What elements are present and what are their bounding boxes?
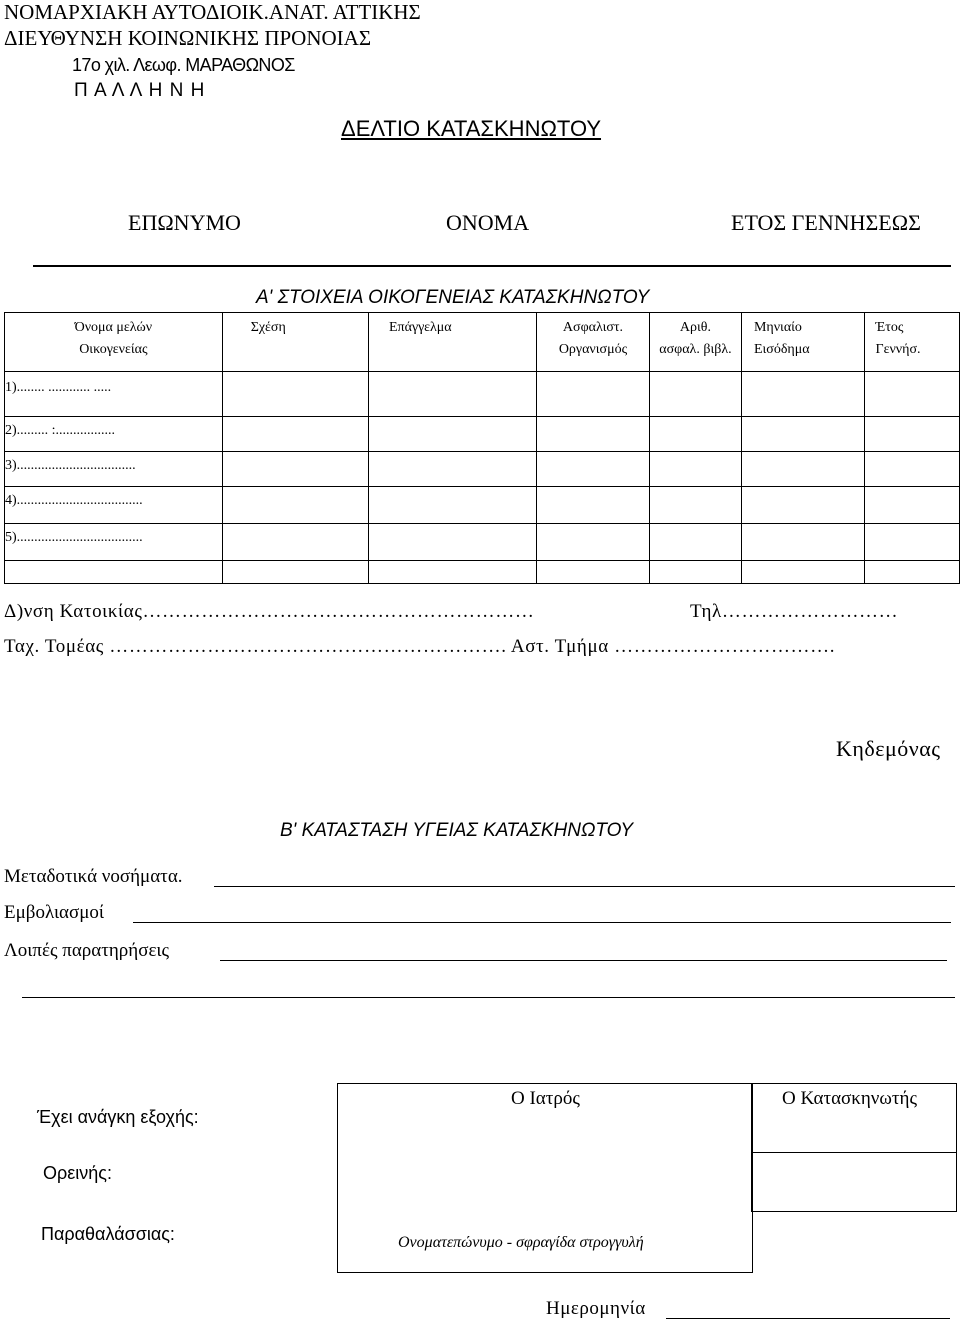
birth-year-label: ΕΤΟΣ ΓΕΝΝΗΣΕΩΣ bbox=[731, 210, 921, 235]
col-profession bbox=[369, 313, 537, 372]
family-cell[interactable] bbox=[222, 452, 368, 487]
family-row-label: 1)........ ............ ..... bbox=[5, 372, 223, 417]
family-cell[interactable] bbox=[741, 487, 865, 524]
family-row[interactable] bbox=[5, 372, 960, 417]
family-row-label: 3).................................. bbox=[5, 452, 223, 487]
col-profession-l1: Επάγγελμα bbox=[389, 320, 452, 335]
family-cell[interactable] bbox=[741, 561, 865, 584]
col-insurance-number-l1: Αριθ. bbox=[679, 320, 711, 335]
family-cell[interactable] bbox=[537, 524, 650, 561]
needs-excursion-label: Έχει ανάγκη εξοχής: bbox=[37, 1107, 199, 1127]
col-members-l2: Οικογενείας bbox=[79, 342, 148, 357]
family-cell[interactable] bbox=[741, 524, 865, 561]
phone-field[interactable]: Τηλ……………………… bbox=[690, 601, 899, 622]
col-members bbox=[5, 313, 223, 372]
family-cell[interactable] bbox=[741, 372, 865, 417]
family-cell[interactable] bbox=[537, 452, 650, 487]
family-cell[interactable] bbox=[865, 561, 960, 584]
family-cell[interactable] bbox=[649, 524, 741, 561]
col-relation-l1: Σχέση bbox=[250, 320, 286, 335]
other-notes-field[interactable] bbox=[220, 960, 947, 961]
col-birth-year-l1: Έτος bbox=[875, 320, 904, 335]
vaccinations-label: Εμβολιασμοί bbox=[4, 902, 105, 923]
col-insurance-l2: Οργανισμός bbox=[558, 342, 628, 357]
family-cell[interactable] bbox=[537, 417, 650, 452]
family-cell[interactable] bbox=[649, 417, 741, 452]
date-field[interactable] bbox=[666, 1318, 950, 1319]
col-relation bbox=[222, 313, 368, 372]
surname-label: ΕΠΩΝΥΜΟ bbox=[128, 210, 241, 235]
family-row[interactable] bbox=[5, 452, 960, 487]
mountain-label: Ορεινής: bbox=[43, 1163, 112, 1183]
family-cell[interactable] bbox=[865, 372, 960, 417]
family-cell[interactable] bbox=[222, 561, 368, 584]
family-cell[interactable] bbox=[369, 372, 537, 417]
other-notes-extra-line[interactable] bbox=[22, 997, 955, 998]
family-row-label: 5).................................... bbox=[5, 524, 223, 561]
page-title: ΔΕΛΤΙΟ ΚΑΤΑΣΚΗΝΩΤΟΥ bbox=[341, 116, 602, 141]
family-cell[interactable] bbox=[369, 487, 537, 524]
postal-code-field[interactable]: Ταχ. Τομέας ……………………………………………………. Αστ. Τμήμα ……………………………. bbox=[4, 636, 836, 657]
family-cell[interactable] bbox=[537, 487, 650, 524]
col-members-l1: Όνομα μελών bbox=[74, 320, 153, 335]
signature-box-camper-mid[interactable] bbox=[751, 1151, 957, 1212]
col-insurance bbox=[537, 313, 650, 372]
family-row[interactable] bbox=[5, 417, 960, 452]
family-row-label: 2)......... :................. bbox=[5, 417, 223, 452]
stamp-note: Ονοματεπώνυμο - σφραγίδα στρογγυλή bbox=[398, 1234, 644, 1251]
family-row-label: 4).................................... bbox=[5, 487, 223, 524]
family-cell[interactable] bbox=[649, 372, 741, 417]
header-line-3: 17ο χιλ. Λεωφ. ΜΑΡΑΘΩΝΟΣ bbox=[72, 55, 295, 75]
family-table bbox=[4, 312, 960, 584]
family-cell[interactable] bbox=[222, 524, 368, 561]
family-cell[interactable] bbox=[222, 487, 368, 524]
camper-label: Ο Κατασκηνωτής bbox=[782, 1088, 917, 1109]
col-income-l2: Εισόδημα bbox=[753, 342, 810, 357]
name-fill-line[interactable] bbox=[33, 265, 951, 267]
family-cell[interactable] bbox=[649, 452, 741, 487]
family-cell[interactable] bbox=[369, 452, 537, 487]
family-cell[interactable] bbox=[369, 524, 537, 561]
family-cell[interactable] bbox=[865, 452, 960, 487]
family-row[interactable] bbox=[5, 524, 960, 561]
col-insurance-number bbox=[649, 313, 741, 372]
col-birth-year-l2: Γεννήσ. bbox=[875, 342, 921, 357]
col-insurance-l1: Ασφαλιστ. bbox=[562, 320, 624, 335]
residence-address-field[interactable]: Δ)νση Κατοικίας…………………………………………………… bbox=[4, 601, 535, 622]
family-row[interactable] bbox=[5, 561, 960, 584]
contagious-diseases-label: Μεταδοτικά νοσήματα. bbox=[4, 866, 183, 887]
contagious-diseases-field[interactable] bbox=[214, 886, 955, 887]
section-b-title: Β' ΚΑΤΑΣΤΑΣΗ ΥΓΕΙΑΣ ΚΑΤΑΣΚΗΝΩΤΟΥ bbox=[280, 820, 634, 841]
family-cell[interactable] bbox=[369, 417, 537, 452]
family-cell[interactable] bbox=[537, 372, 650, 417]
family-cell[interactable] bbox=[369, 561, 537, 584]
family-cell[interactable] bbox=[741, 452, 865, 487]
col-income-l1: Μηνιαίο bbox=[753, 320, 802, 335]
col-insurance-number-l2: ασφαλ. βιβλ. bbox=[659, 342, 732, 357]
family-cell[interactable] bbox=[222, 417, 368, 452]
col-birth-year bbox=[865, 313, 960, 372]
guardian-label: Κηδεμόνας bbox=[836, 736, 941, 761]
family-cell[interactable] bbox=[537, 561, 650, 584]
header-line-4: Π Α Λ Λ Η Ν Η bbox=[74, 80, 206, 101]
name-label: ΟΝΟΜΑ bbox=[446, 210, 530, 235]
family-cell[interactable] bbox=[865, 487, 960, 524]
family-cell[interactable] bbox=[741, 417, 865, 452]
section-a-title: Α' ΣΤΟΙΧΕΙΑ ΟΙΚΟΓΕΝΕΙΑΣ ΚΑΤΑΣΚΗΝΩΤΟΥ bbox=[256, 287, 650, 308]
family-cell[interactable] bbox=[865, 417, 960, 452]
family-cell[interactable] bbox=[222, 372, 368, 417]
seaside-label: Παραθαλάσσιας: bbox=[41, 1224, 175, 1244]
family-cell[interactable] bbox=[865, 524, 960, 561]
date-label: Ημερομηνία bbox=[546, 1298, 646, 1319]
other-notes-label: Λοιπές παρατηρήσεις bbox=[4, 940, 170, 961]
family-cell[interactable] bbox=[5, 561, 223, 584]
family-cell[interactable] bbox=[649, 487, 741, 524]
family-table-header bbox=[5, 313, 960, 372]
family-cell[interactable] bbox=[649, 561, 741, 584]
doctor-label: Ο Ιατρός bbox=[511, 1088, 580, 1109]
col-income bbox=[741, 313, 865, 372]
vaccinations-field[interactable] bbox=[133, 922, 951, 923]
header-line-2: ΔΙΕΥΘΥΝΣΗ ΚΟΙΝΩΝΙΚΗΣ ΠΡΟΝΟΙΑΣ bbox=[4, 26, 372, 50]
family-row[interactable] bbox=[5, 487, 960, 524]
header-line-1: ΝΟΜΑΡΧΙΑΚΗ ΑΥΤΟΔΙΟΙΚ.ΑΝΑΤ. ΑΤΤΙΚΗΣ bbox=[4, 0, 421, 24]
